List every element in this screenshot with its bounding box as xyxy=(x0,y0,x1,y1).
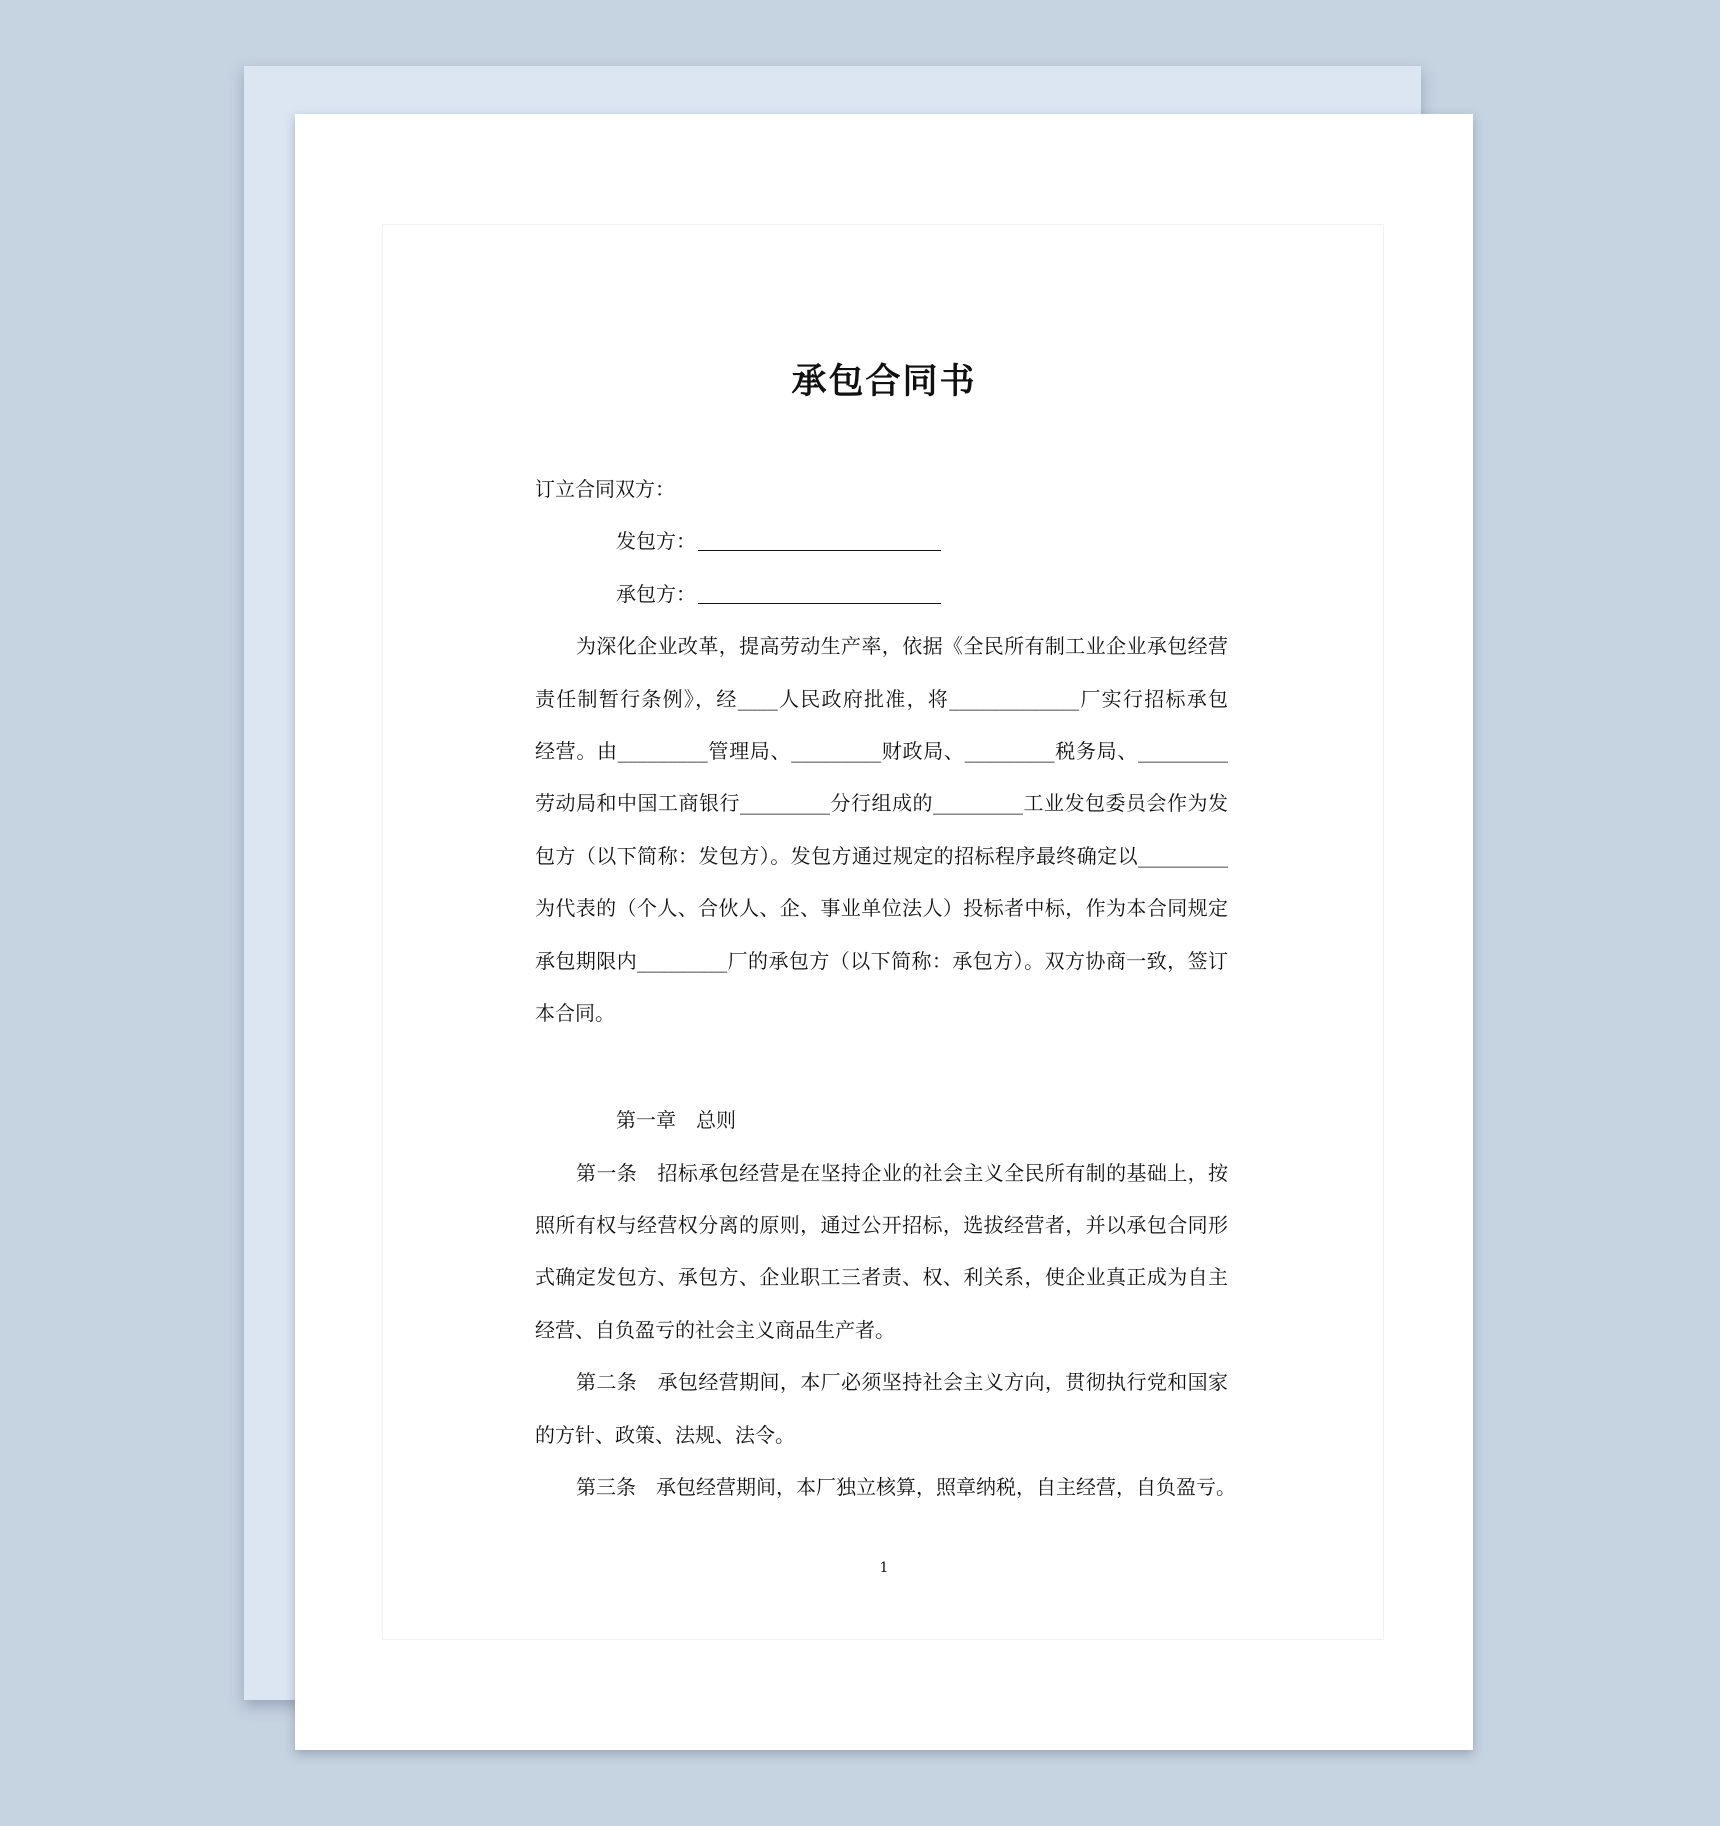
party-b-label: 承包方： xyxy=(616,582,696,606)
article-line: 式确定发包方、承包方、企业职工三者责、权、利关系，使企业真正成为自主 xyxy=(535,1265,1228,1289)
party-b-field xyxy=(535,580,1228,608)
preamble-line: 承包期限内_________厂的承包方（以下简称：承包方）。双方协商一致，签订 xyxy=(535,949,1228,973)
preamble-line: 劳动局和中国工商银行_________分行组成的_________工业发包委员会作为发 xyxy=(535,791,1228,815)
party-a-field xyxy=(535,527,1228,555)
document-title: 承包合同书 xyxy=(791,362,977,402)
article-line: 的方针、政策、法规、法令。 xyxy=(535,1423,795,1447)
document-page xyxy=(295,114,1473,1750)
chapter-heading: 第一章 总则 xyxy=(616,1108,736,1132)
preamble-line: 经营。由_________管理局、_________财政局、_________税务局、_________ xyxy=(535,739,1228,763)
article-line: 经营、自负盈亏的社会主义商品生产者。 xyxy=(535,1318,895,1342)
preamble-line: 包方（以下简称：发包方）。发包方通过规定的招标程序最终确定以_________ xyxy=(535,844,1228,868)
party-b-blank xyxy=(698,583,941,604)
preamble-line: 本合同。 xyxy=(535,1001,615,1025)
party-a-blank xyxy=(698,530,941,551)
parties-heading: 订立合同双方： xyxy=(535,477,675,501)
page-number: 1 xyxy=(879,1560,889,1576)
preamble-line: 责任制暂行条例》，经____人民政府批准，将_____________厂实行招标承包 xyxy=(535,687,1228,711)
article-line: 第一条 招标承包经营是在坚持企业的社会主义全民所有制的基础上，按 xyxy=(576,1161,1228,1185)
preamble-line: 为代表的（个人、合伙人、企、事业单位法人）投标者中标，作为本合同规定 xyxy=(535,896,1228,920)
party-a-label: 发包方： xyxy=(616,529,696,553)
article-line: 第二条 承包经营期间，本厂必须坚持社会主义方向，贯彻执行党和国家 xyxy=(576,1370,1228,1394)
article-line: 第三条 承包经营期间，本厂独立核算，照章纳税，自主经营，自负盈亏。 xyxy=(576,1475,1236,1499)
preamble-line: 为深化企业改革，提高劳动生产率，依据《全民所有制工业企业承包经营 xyxy=(576,634,1228,658)
article-line: 照所有权与经营权分离的原则，通过公开招标，选拔经营者，并以承包合同形 xyxy=(535,1213,1228,1237)
